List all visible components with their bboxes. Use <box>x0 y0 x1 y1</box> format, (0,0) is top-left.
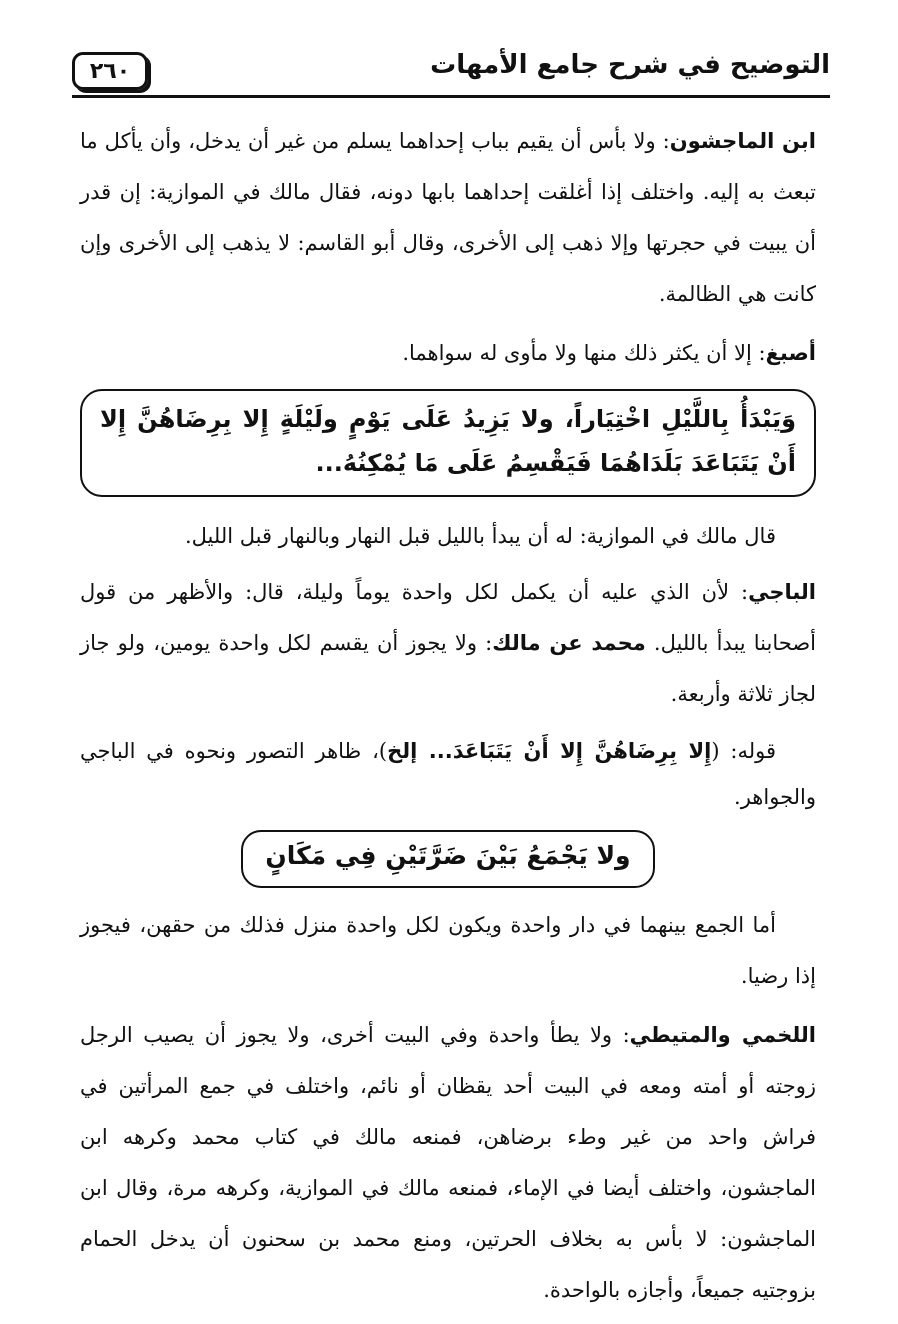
section-heading-wrap <box>80 830 816 888</box>
section-heading: ولا يَجْمَعُ بَيْنَ ضَرَّتَيْنِ فِي مَكَانٍ <box>241 830 654 888</box>
paragraph-ibn-majishun <box>80 116 816 320</box>
paragraph-text: : ولا يجوز أن يقسم لكل واحدة يومين، ولو جاز لجاز ثلاثة وأربعة. <box>80 631 816 706</box>
paragraph-qawluhu <box>80 728 816 820</box>
page-header <box>72 48 830 100</box>
quote-prefix: قوله: ( <box>711 739 776 763</box>
paragraph-text: : ولا بأس أن يقيم بباب إحداهما يسلم من غير أن يدخل، وأن يأكل ما تبعث به إليه. واختلف إذا أغلقت إحداهما بابها دونه، فقال مالك في الموازية: إن قدر أن يبيت في حجرتها وإلا ذهب إلى الأخرى، وقال أبو القاسم: لا يذهب إلى الأخرى وإن كانت هي الظالمة. <box>80 129 816 306</box>
matn-text: وَيَبْدَأُ بِاللَّيْلِ اخْتِيَاراً، ولا يَزِيدُ عَلَى يَوْمٍ ولَيْلَةٍ إِلا بِرِضَاهُنَّ إِلا أَنْ يَتَبَاعَدَ بَلَدَاهُمَا فَيَقْسِمُ عَلَى مَا يُمْكِنُهُ... <box>100 405 796 477</box>
page-body <box>80 116 816 1324</box>
paragraph-text: : لأن الذي عليه أن يكمل لكل واحدة يوماً وليلة، قال: والأظهر من قول أصحابنا يبدأ بالليل. <box>80 580 816 655</box>
header-divider <box>72 95 830 98</box>
paragraph-malik-muwaziya <box>80 513 816 559</box>
paragraph-jam <box>80 900 816 1002</box>
paragraph-asbagh <box>80 328 816 379</box>
book-title: التوضيح في شرح جامع الأمهات <box>430 50 830 80</box>
paragraph-lakhmi <box>80 1010 816 1316</box>
paragraph-text: : إلا أن يكثر ذلك منها ولا مأوى له سواهما. <box>402 341 766 365</box>
speaker-name: أصبغ <box>765 341 816 365</box>
quote-suffix: )، ظاهر التصور ونحوه في الباجي والجواهر. <box>80 739 816 809</box>
quoted-matn: إِلا بِرِضَاهُنَّ إِلا أَنْ يَتَبَاعَدَ... إلخ <box>387 739 712 763</box>
page-number-text: ٢٦٠ <box>89 58 131 84</box>
matn-box <box>80 389 816 497</box>
speaker-name: محمد عن مالك <box>492 631 646 655</box>
paragraph-text: أما الجمع بينهما في دار واحدة ويكون لكل واحدة منزل فذلك من حقهن، فيجوز إذا رضيا. <box>80 913 816 988</box>
paragraph-text: : ولا يطأ واحدة وفي البيت أخرى، ولا يجوز أن يصيب الرجل زوجته أو أمته ومعه في البيت أحد يقظان أو نائم، واختلف في جمع المرأتين في فراش واحد من غير وطء برضاهن، فمنعه مالك في كتاب محمد وكرهه ابن الماجشون، واختلف أيضا في الإماء، فمنعه مالك في الموازية، وكرهه مرة، وقال ابن الماجشون: لا بأس به بخلاف الحرتين، ومنع محمد بن سحنون أن يدخل الحمام بزوجتيه جميعاً، وأجازه بالواحدة. <box>80 1023 816 1302</box>
paragraph-baji <box>80 567 816 720</box>
speaker-name: ابن الماجشون <box>669 129 817 153</box>
paragraph-text: قال مالك في الموازية: له أن يبدأ بالليل قبل النهار وبالنهار قبل الليل. <box>184 524 776 548</box>
speaker-name: اللخمي والمتيطي <box>629 1023 816 1047</box>
speaker-name: الباجي <box>748 580 816 604</box>
page-number <box>72 52 148 90</box>
